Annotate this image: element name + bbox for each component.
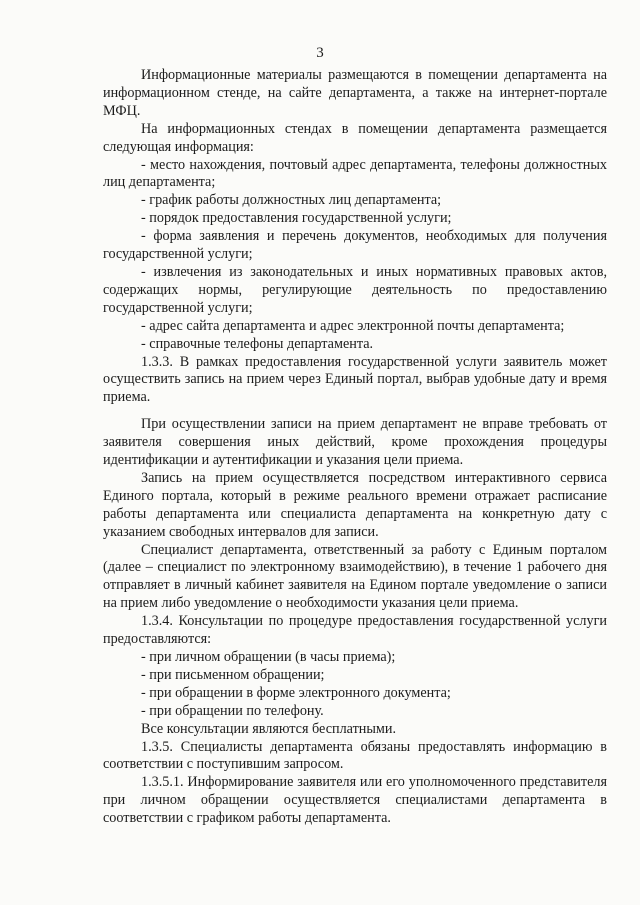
page-number: 3	[316, 45, 324, 61]
paragraph: - при обращении в форме электронного документа;	[141, 684, 451, 701]
paragraph: - при личном обращении (в часы приема);	[141, 649, 396, 665]
paragraph: - справочные телефоны департамента.	[141, 335, 374, 352]
paragraph: Информационные материалы размещаются в помещении департамента на информационном стенде, на сайте департамента, а также на интернет-портале МФЦ.	[103, 67, 607, 119]
paragraph: - адрес сайта департамента и адрес электронной почты департамента;	[141, 317, 565, 334]
document-body	[103, 67, 607, 828]
paragraph: - при письменном обращении;	[141, 666, 325, 683]
paragraph: Все консультации являются бесплатными.	[141, 720, 397, 737]
paragraph: На информационных стендах в помещении департамента размещается следующая информация:	[103, 120, 607, 155]
paragraph: - извлечения из законодательных и иных нормативных правовых актов, содержащих нормы, регулирующие деятельность по предоставлению государственной услуги;	[103, 263, 607, 316]
paragraph: - порядок предоставления государственной услуги;	[141, 210, 452, 227]
paragraph: 1.3.4. Консультации по процедуре предоставления государственной услуги предоставляются:	[103, 613, 607, 648]
paragraph: - график работы должностных лиц департамента;	[141, 192, 442, 209]
paragraph: Запись на прием осуществляется посредством интерактивного сервиса Единого портала, который в режиме реального времени отражает расписание работы департамента или специалиста департамента на конкретную дату с указанием свободных интервалов для записи.	[103, 469, 607, 540]
paragraph: Специалист департамента, ответственный за работу с Единым порталом (далее – специалист по электронному взаимодействию), в течение 1 рабочего дня отправляет в личный кабинет заявителя на Едином портале уведомление о записи на прием либо уведомление о необходимости указания цели приема.	[103, 541, 607, 612]
paragraph: - место нахождения, почтовый адрес департамента, телефоны должностных лиц департамента;	[103, 156, 607, 191]
paragraph: При осуществлении записи на прием департамент не вправе требовать от заявителя совершения иных действий, кроме прохождения процедуры идентификации и аутентификации и указания цели приема.	[103, 416, 607, 469]
paragraph: - форма заявления и перечень документов, необходимых для получения государственной услуги;	[103, 228, 607, 263]
paragraph: 1.3.5. Специалисты департамента обязаны предоставлять информацию в соответствии с поступившим запросом.	[103, 738, 607, 773]
paragraph: 1.3.3. В рамках предоставления государственной услуги заявитель может осуществить запись на прием через Единый портал, выбрав удобные дату и время приема.	[103, 353, 607, 406]
paragraph: 1.3.5.1. Информирование заявителя или его уполномоченного представителя при личном обращении осуществляется специалистами департамента в соответствии с графиком работы департамента.	[103, 774, 607, 827]
paragraph: - при обращении по телефону.	[141, 702, 324, 719]
